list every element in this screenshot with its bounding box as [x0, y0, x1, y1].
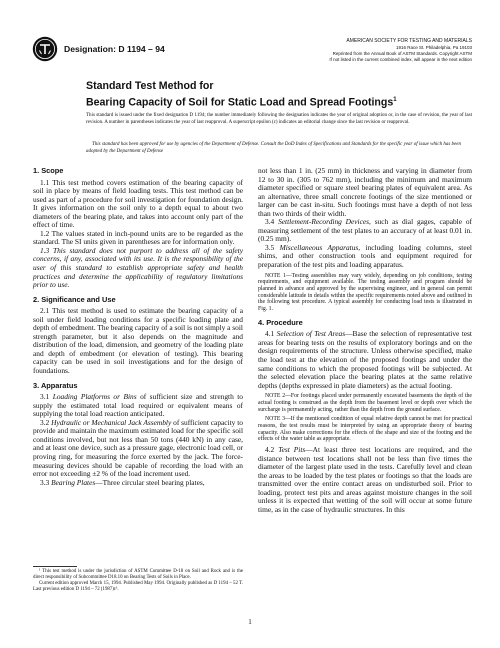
designation: Designation: D 1194 – 94	[64, 44, 165, 54]
publisher-reprint: Reprinted from the Annual Book of ASTM Standards. Copyright ASTM	[332, 50, 472, 56]
title-line-2	[86, 93, 486, 110]
p3-2-num: 3.2	[40, 417, 50, 427]
preface	[86, 113, 472, 126]
paragraph-3-2	[33, 419, 243, 479]
paragraph-2-1: 2.1 This test method is used to estimate the bearing capacity of a soil under field loading conditions for a specific loading plate and depth of embedment. The bearing capacity of a soil is not simply a soil strength parameter, but it also depends on the magnitude and distribution of the load, dimension, and geometry of the loading plate and depth of embedment (or elevation of testing). This bearing capacity can be used in soil investigations and for the design of foundations.	[33, 306, 243, 376]
paragraph-4-2	[258, 446, 472, 514]
section-2-heading: 2. Significance and Use	[33, 294, 116, 304]
astm-logo-icon	[32, 36, 58, 62]
p3-4-title: Settlement-Recording Devices,	[278, 217, 371, 227]
dod-notice-text: This standard has been approved for use by agencies of the Department of Defense. Consult the DoD Index of Specifications and Standards for the specific year of issue which has been adopted by the Department of Defense	[86, 142, 461, 154]
left-column	[33, 167, 243, 487]
paragraph-1-3: 1.3 This standard does not purport to address all of the safety concerns, if any, associated with its use. It is the responsibility of the user of this standard to establish appropriate safety and health practices and determine the applicability of regulatory limitations prior to use.	[33, 245, 243, 290]
p3-1-title: Loading Platforms or Bins	[52, 392, 137, 402]
p4-1-num: 4.1	[265, 329, 275, 339]
p4-1-title: Selection of Test Areas	[276, 329, 346, 339]
p4-2-title: Test Pits	[278, 445, 306, 455]
p3-4-text: such as dial gages, capable of measuring settlement of the test plates to an accuracy of at least 0.01 in. (0.25 mm).	[258, 217, 472, 244]
publisher-notice: If not listed in the current combined index, will appear in the next edition	[329, 56, 472, 62]
p3-5-title: Miscellaneous Apparatus,	[279, 242, 361, 252]
footnote-1: ¹ This test method is under the jurisdiction of ASTM Committee D-18 on Soil and Rock and is the direct responsibility of Subcommittee D18.10 on Bearing Tests of Soils in Place.	[33, 569, 243, 581]
paragraph-3-5	[258, 244, 472, 270]
paragraph-3-1	[33, 393, 243, 419]
p3-1-num: 3.1	[40, 392, 50, 402]
publisher-address: 1916 Race St. Philadelphia, Pa 19103	[395, 44, 472, 50]
footnote-rule	[33, 566, 77, 567]
footnotes	[33, 566, 243, 593]
p3-5-text: including loading columns, steel shims, and other construction tools and equipment required for preparation of the test pits and loading apparatus.	[258, 242, 472, 270]
paragraph-3-4	[258, 218, 472, 244]
preface-text: This standard is issued under the fixed designation D 1194; the number immediately following the designation indicates the year of original adoption or, in the case of revision, the year of last revision. A number in parentheses indicates the year of last reapproval. A superscript epsilon (ε) indicates an editorial change since the last revision or reapproval.	[86, 113, 472, 125]
paragraph-3-3-continued: not less than 1 in. (25 mm) in thickness and varying in diameter from 12 to 30 in. (305 to 762 mm), including the minimum and maximum diameter specified or square steel bearing plates of equivalent area. As an alternative, three small concrete footings of the size mentioned or larger can be cast in-situ. Such footings must have a depth of not less than two thirds of their width.	[258, 166, 472, 218]
p4-2-text: —At least three test locations are required, and the distance between test locations shall not be less than five times the diameter of the largest plate used in the tests. Carefully level and clean the areas to be loaded by the test plates or footings so that the loads are transmitted over the entire contact areas on undisturbed soil. Prior to loading, protect test pits and areas against moisture changes in the soil unless it is expected that wetting of the soil will occur at some future time, as in the case of hydraulic structures. In this	[258, 445, 472, 514]
section-4-heading: 4. Procedure	[258, 317, 303, 327]
note-3: NOTE 3—If the mentioned condition of equal relative depth cannot be met for practical reasons, the test results must be interpreted by using an appropriate theory of bearing capacity. Also make corrections for the effects of the shape and size of the footing and the effects of the water table as appropriate.	[258, 416, 472, 443]
p3-3-title: Bearing Plates	[51, 477, 96, 487]
paragraph-1-1: 1.1 This test method covers estimation of the bearing capacity of soil in place by means of field loading tests. This test method can be used as part of a procedure for soil investigation for foundation design. It gives information on the soil only to a depth equal to about two diameters of the bearing plate, and takes into account only part of the effect of time.	[33, 177, 243, 230]
p3-3-num: 3.3	[40, 477, 50, 487]
p3-5-num: 3.5	[265, 242, 275, 252]
p4-2-num: 4.2	[265, 445, 275, 455]
p3-2-title: Hydraulic or Mechanical Jack Assembly	[51, 417, 172, 427]
p3-4-num: 3.4	[265, 217, 275, 227]
publisher-name: AMERICAN SOCIETY FOR TESTING AND MATERIALS	[346, 38, 472, 44]
section-3-heading: 3. Apparatus	[33, 380, 78, 390]
right-column	[258, 167, 472, 514]
document-title	[86, 79, 486, 110]
paragraph-3-3	[33, 479, 243, 488]
title-footnote-mark: 1	[393, 97, 397, 103]
paragraph-4-1	[258, 330, 472, 390]
p3-2-text: of sufficient capacity to provide and maintain the maximum estimated load for the specific soil conditions involved, but not less than 50 tons (440 kN) in any case, and at least one device, such as a pressure gage, electronic load cell, or proving ring, for measuring the force exerted by the jack. The force-measuring devices should be capable of recording the load with an error not exceeding ±2 % of the load increment used.	[33, 417, 243, 479]
p3-1-text: of sufficient size and strength to supply the estimated total load required or equivalent means of supplying the total load reaction anticipated.	[33, 392, 243, 419]
title-line-1: Standard Test Method for	[86, 80, 214, 92]
dod-notice	[86, 142, 472, 155]
p4-1-text: —Base the selection of representative test areas for bearing tests on the results of exploratory borings and on the design requirements of the structure. Unless otherwise specified, make the load test at the elevation of the proposed footings and under the same conditions to which the proposed footings will be subjected. At the selected elevation place the bearing plates at the same relative depths (depths expressed in plate diameters) as the actual footing.	[258, 329, 472, 390]
footnote-2: Current edition approved March 15, 1994. Published May 1994. Originally published as D 1194 – 52 T. Last previous edition D 1194 – 72 (1987)ε¹.	[33, 581, 243, 593]
paragraph-1-2: 1.2 The values stated in inch-pound units are to be regarded as the standard. The SI units given in parentheses are for information only.	[33, 228, 243, 247]
note-2: NOTE 2—For footings placed under permanently excavated basements the depth of the actual footing is construed as the depth from the basement level or depth over which the surcharge is permanently acting, rather than the depth from the ground surface.	[258, 393, 472, 413]
publisher-block	[276, 39, 472, 63]
section-1-heading: 1. Scope	[33, 166, 64, 175]
p3-3-text: —Three circular steel bearing plates,	[95, 477, 205, 487]
page-number: 1	[248, 618, 252, 626]
title-main: Bearing Capacity of Soil for Static Load and Spread Footings	[86, 96, 394, 109]
note-1: NOTE 1—Testing assemblies may vary widely, depending on job conditions, testing requirements, and equipment available. The testing assembly and program should be planned in advance and approved by the supervising engineer, and in general can permit considerable latitude in details within the specific requirements noted above and outlined in the following test procedure. A typical assembly for conducting load tests is illustrated in Fig. 1.	[258, 272, 472, 313]
